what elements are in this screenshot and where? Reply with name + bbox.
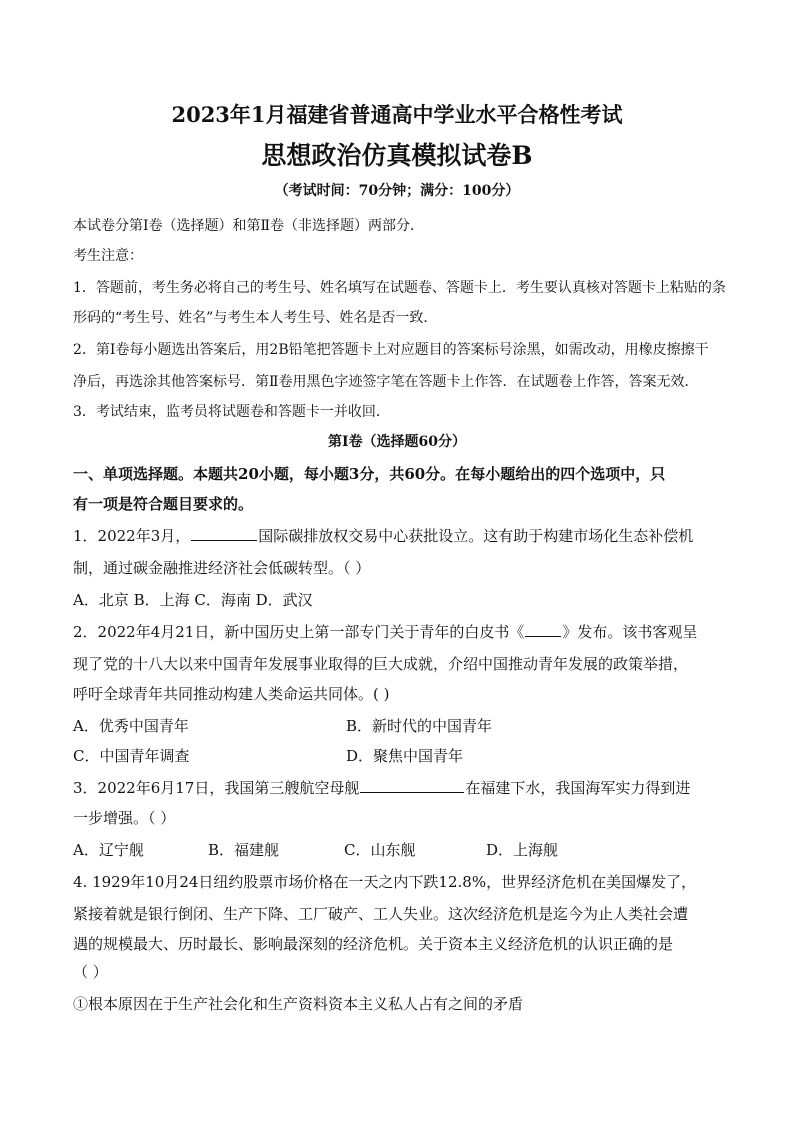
question-2-line-3: 呼吁全球青年共同推动构建人类命运共同体。( ) — [73, 685, 390, 703]
note-2-line-2: 净后，再选涂其他答案标号．第Ⅱ卷用黑色字迹签字笔在答题卡上作答．在试题卷上作答，答案无效． — [73, 374, 699, 390]
answer-blank — [191, 526, 257, 541]
question-2-line-2: 现了党的十八大以来中国青年发展事业取得的巨大成就，介绍中国推动青年发展的政策举措， — [73, 655, 689, 673]
section-instructions-line-2: 有一项是符合题目要求的。 — [73, 495, 254, 513]
question-3-stem-start: 3．2022年6月17日，我国第三艘航空母舰 — [73, 779, 360, 797]
note-1-line-2: 形码的“考生号、姓名”与考生本人考生号、姓名是否一致． — [73, 310, 438, 326]
question-1-stem-end: 国际碳排放权交易中心获批设立。这有助于构建市场化生态补偿机 — [258, 527, 694, 545]
question-2-option-d: D．聚焦中国青年 — [346, 747, 464, 765]
section-instructions-line-1: 一、单项选择题。本题共20小题，每小题3分，共60分。在每小题给出的四个选项中，只 — [73, 465, 666, 483]
question-2-stem-end: 》发布。该书客观呈 — [562, 623, 698, 641]
question-3-option-b: B．福建舰 — [208, 841, 280, 859]
question-3-option-a: A．辽宁舰 — [73, 841, 144, 859]
paper-structure: 本试卷分第Ⅰ卷（选择题）和第Ⅱ卷（非选择题）两部分． — [73, 218, 425, 234]
question-2-option-c: C．中国青年调查 — [73, 747, 190, 765]
question-3-option-d: D．上海舰 — [486, 841, 559, 859]
question-4-line-3: 遇的规模最大、历时最长、影响最深刻的经济危机。关于资本主义经济危机的认识正确的是 — [73, 935, 674, 953]
question-3-line-2: 一步增强。（ ） — [73, 809, 176, 827]
question-1-stem-start: 1．2022年3月， — [73, 527, 191, 545]
exam-title: 2023年1月福建省普通高中学业水平合格性考试 — [171, 102, 623, 127]
note-1-line-1: 1．答题前，考生务必将自己的考生号、姓名填写在试题卷、答题卡上．考生要认真核对答题卡上粘贴的条 — [73, 280, 726, 296]
question-2-line-1 — [73, 622, 725, 642]
answer-blank — [525, 622, 561, 637]
section-heading: 第Ⅰ卷（选择题60分） — [327, 434, 467, 450]
question-1-options: A．北京 B．上海 C．海南 D．武汉 — [73, 591, 313, 609]
note-3: 3．考试结束，监考员将试题卷和答题卡一并收回． — [73, 404, 390, 420]
note-2-line-1: 2．第Ⅰ卷每小题选出答案后，用2B铅笔把答题卡上对应题目的答案标号涂黑，如需改动，用橡皮擦擦干 — [73, 342, 709, 358]
question-4-item-1: ①根本原因在于生产社会化和生产资料资本主义私人占有之间的矛盾 — [73, 995, 524, 1013]
notice-heading: 考生注意： — [73, 248, 143, 264]
question-4-line-1: 4. 1929年10月24日纽约股票市场价格在一天之内下跌12.8%，世界经济危机在美国爆发了， — [73, 873, 697, 891]
exam-subtitle: 思想政治仿真模拟试卷B — [261, 141, 533, 170]
answer-blank — [360, 778, 464, 793]
question-4-line-4: （ ） — [73, 963, 108, 981]
question-2-stem-start: 2．2022年4月21日，新中国历史上第一部专门关于青年的白皮书《 — [73, 623, 525, 641]
question-2-option-b: B．新时代的中国青年 — [346, 717, 493, 735]
question-1-line-1 — [73, 526, 725, 546]
question-2-option-a: A．优秀中国青年 — [73, 717, 189, 735]
exam-info: （考试时间：70分钟；满分：100分） — [274, 183, 520, 199]
question-3-stem-end: 在福建下水，我国海军实力得到进 — [465, 779, 691, 797]
question-1-line-2: 制，通过碳金融推进经济社会低碳转型。（ ） — [73, 559, 371, 577]
question-3-line-1 — [73, 778, 725, 798]
question-4-line-2: 紧接着就是银行倒闭、生产下降、工厂破产、工人失业。这次经济危机是迄今为止人类社会遭 — [73, 905, 689, 923]
question-3-option-c: C．山东舰 — [344, 841, 416, 859]
